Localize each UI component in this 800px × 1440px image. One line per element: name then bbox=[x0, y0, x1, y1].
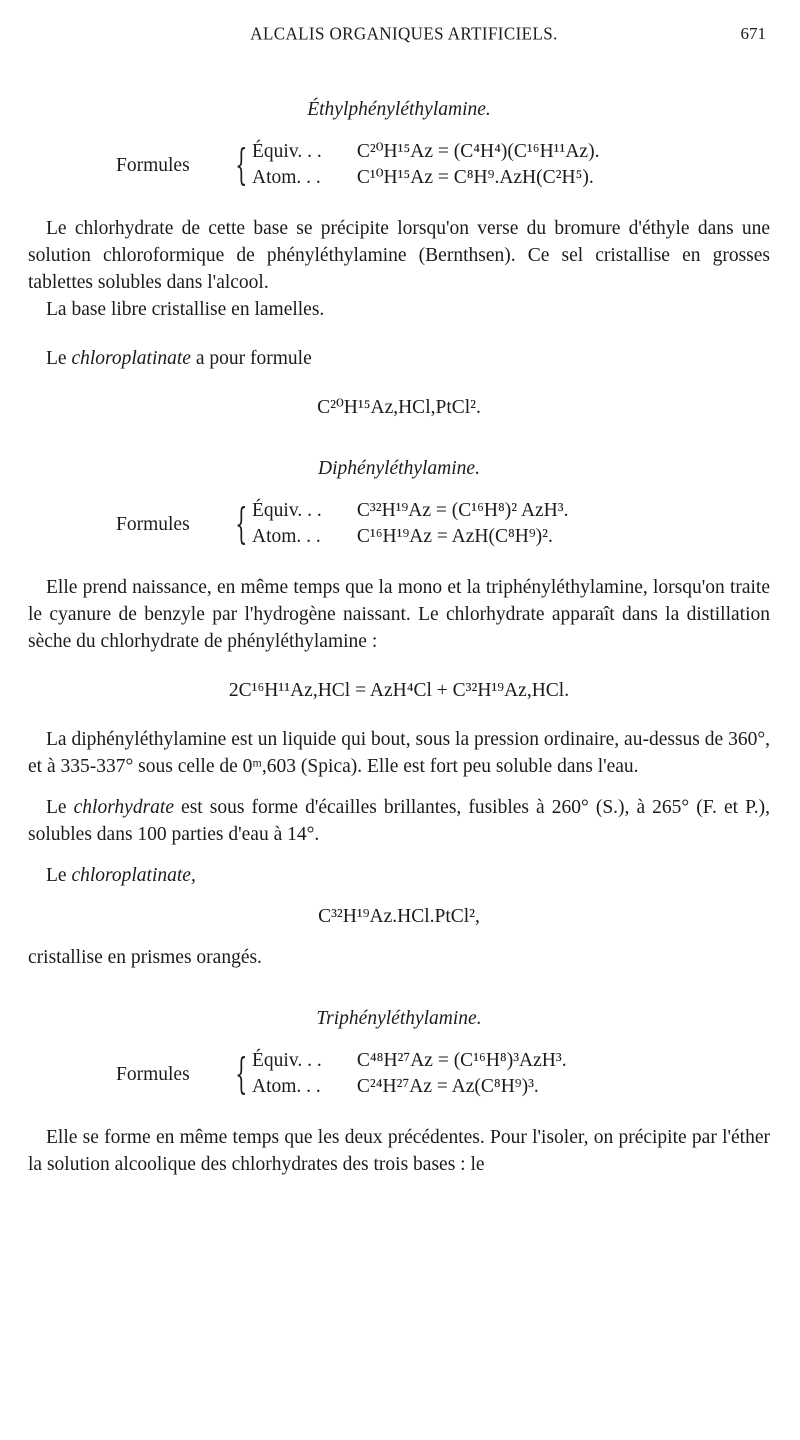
italic-term: chlorhydrate bbox=[73, 797, 175, 818]
formula-block bbox=[116, 137, 770, 193]
page-content bbox=[28, 96, 770, 1178]
paragraph bbox=[28, 862, 770, 889]
centered-formula: C³²H¹⁹Az.HCl.PtCl², bbox=[318, 906, 480, 927]
equiv-value: C²⁰H¹⁵Az = (C⁴H⁴)(C¹⁶H¹¹Az). bbox=[356, 141, 600, 162]
page-number: 671 bbox=[740, 24, 766, 43]
equiv-label: Équiv. . . bbox=[252, 1050, 322, 1071]
formula-block bbox=[116, 1046, 770, 1102]
formula-lines bbox=[252, 139, 599, 191]
atom-value: C¹⁰H¹⁵Az = C⁸H⁹.AzH(C²H⁵). bbox=[356, 167, 594, 188]
atom-label: Atom. . . bbox=[252, 526, 321, 547]
formula-label: Formules bbox=[116, 513, 190, 535]
text-run: Le bbox=[46, 797, 74, 818]
equiv-value: C⁴⁸H²⁷Az = (C¹⁶H⁸)³AzH³. bbox=[356, 1050, 567, 1071]
italic-term: chloroplatinate, bbox=[71, 865, 196, 886]
formula-lines bbox=[252, 498, 569, 550]
equiv-label: Équiv. . . bbox=[252, 141, 322, 162]
paragraph: Elle prend naissance, en même temps que la mono et la triphényléthylamine, lorsqu'on traite le cyanure de benzyle par l'hydrogène naissant. Le chlorhydrate apparaît dans la distillation sèche du chlorhydrate de phényléthylamine : bbox=[28, 577, 770, 652]
atom-value: C²⁴H²⁷Az = Az(C⁸H⁹)³. bbox=[356, 1076, 539, 1097]
paragraph bbox=[28, 345, 770, 372]
reaction-equation: 2C¹⁶H¹¹Az,HCl = AzH⁴Cl + C³²H¹⁹Az,HCl. bbox=[228, 680, 570, 701]
section-title-ethylphenylethylamine: Éthylphényléthylamine. bbox=[307, 99, 491, 120]
paragraph: La diphényléthylamine est un liquide qui bout, sous la pression ordinaire, au-dessus de 360°, et à 335-337° sous celle de 0ᵐ,603 (Spica). Elle est fort peu soluble dans l'eau. bbox=[28, 729, 770, 777]
equiv-row bbox=[252, 139, 599, 165]
paragraph: Le chlorhydrate de cette base se précipite lorsqu'on verse du bromure d'éthyle dans une solution chloroformique de phényléthylamine (Bernthsen). Ce sel cristallise en grosses tablettes solubles dans l'alcool. bbox=[28, 218, 770, 293]
atom-label: Atom. . . bbox=[252, 1076, 321, 1097]
text-run: est sous forme d'écailles brillantes, fusibles à 260° (S.), à 265° (F. et P.), solubles dans 100 parties d'eau à 14°. bbox=[28, 797, 770, 845]
atom-value: C¹⁶H¹⁹Az = AzH(C⁸H⁹)². bbox=[356, 526, 553, 547]
atom-label: Atom. . . bbox=[252, 167, 321, 188]
brace-icon: { bbox=[235, 1049, 248, 1098]
italic-term: chloroplatinate bbox=[71, 348, 191, 369]
atom-row bbox=[252, 1074, 567, 1100]
equiv-value: C³²H¹⁹Az = (C¹⁶H⁸)² AzH³. bbox=[356, 500, 569, 521]
formula-label: Formules bbox=[116, 1063, 190, 1085]
text-run: a pour formule bbox=[190, 348, 312, 369]
atom-row bbox=[252, 165, 599, 191]
formula-block bbox=[116, 496, 770, 552]
paragraph: cristallise en prismes orangés. bbox=[28, 947, 262, 968]
formula-label: Formules bbox=[116, 154, 190, 176]
centered-formula: C²⁰H¹⁵Az,HCl,PtCl². bbox=[317, 397, 481, 418]
formula-lines bbox=[252, 1048, 567, 1100]
section-title-diphenylethylamine: Diphényléthylamine. bbox=[318, 458, 480, 479]
atom-row bbox=[252, 524, 569, 550]
paragraph bbox=[28, 794, 770, 848]
paragraph: Elle se forme en même temps que les deux précédentes. Pour l'isoler, on précipite par l'éther la solution alcoolique des chlorhydrates des trois bases : le bbox=[28, 1127, 770, 1175]
text-run: Le bbox=[46, 865, 72, 886]
brace-icon: { bbox=[235, 140, 248, 189]
text-run: Le bbox=[46, 348, 72, 369]
equiv-row bbox=[252, 498, 569, 524]
equiv-row bbox=[252, 1048, 567, 1074]
paragraph: La base libre cristallise en lamelles. bbox=[46, 299, 325, 320]
running-head bbox=[40, 24, 768, 48]
brace-icon: { bbox=[235, 499, 248, 548]
equiv-label: Équiv. . . bbox=[252, 500, 322, 521]
running-title: ALCALIS ORGANIQUES ARTIFICIELS. bbox=[250, 23, 558, 44]
section-title-triphenylethylamine: Triphényléthylamine. bbox=[316, 1008, 482, 1029]
